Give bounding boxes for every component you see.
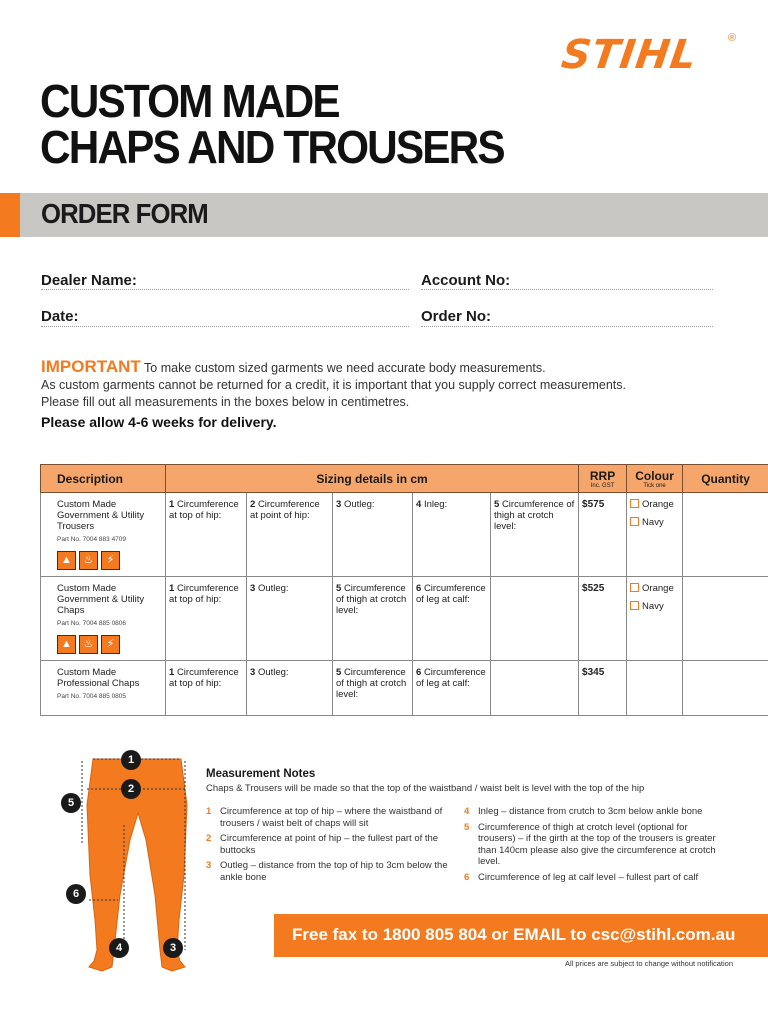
electrical-hazard-icon: ⚡ [101, 635, 120, 654]
marker-3: 3 [163, 938, 183, 958]
order-no-field[interactable] [421, 326, 713, 327]
row-description [41, 577, 166, 661]
header-description: Description [41, 465, 166, 493]
colour-option-orange[interactable]: Orange [630, 499, 679, 510]
measure-cell[interactable]: 5 Circumference of thigh at crotch level: [333, 577, 413, 661]
order-no-label: Order No: [421, 308, 492, 325]
date-label: Date: [41, 308, 79, 325]
measure-cell[interactable] [491, 577, 579, 661]
title-line-1: CUSTOM MADE [40, 75, 339, 127]
checkbox[interactable] [630, 517, 639, 526]
colour-cell [627, 661, 683, 716]
header-rrp [579, 465, 627, 493]
table-row [41, 577, 768, 661]
band-label: ORDER FORM [41, 198, 208, 229]
chainsaw-protection-icon: ▲ [57, 551, 76, 570]
marker-1: 1 [121, 750, 141, 770]
header-sizing: Sizing details in cm [166, 465, 579, 493]
quantity-cell[interactable] [683, 577, 768, 661]
table-row [41, 493, 768, 577]
delivery-note: Please allow 4-6 weeks for delivery. [41, 414, 277, 430]
flame-icon: ♨ [79, 551, 98, 570]
measure-cell[interactable]: 5 Circumference of thigh at crotch level: [333, 661, 413, 716]
important-heading: IMPORTANT [41, 357, 141, 376]
row-description [41, 493, 166, 577]
important-line-2: As custom garments cannot be returned for a credit, it is important that you supply correct measurements. [41, 378, 626, 392]
notes-right-column [464, 806, 724, 887]
measure-cell[interactable]: 1 Circumference at top of hip: [166, 493, 247, 577]
marker-5: 5 [61, 793, 81, 813]
measure-cell[interactable]: 2 Circumference at point of hip: [247, 493, 333, 577]
order-form-band [0, 193, 768, 237]
checkbox[interactable] [630, 499, 639, 508]
measure-cell[interactable]: 3 Outleg: [333, 493, 413, 577]
band-accent [0, 193, 20, 237]
title-line-2: CHAPS AND TROUSERS [40, 121, 504, 173]
note-item: 3 Outleg – distance from the top of hip to 3cm below the ankle bone [206, 860, 448, 883]
header-colour-note: Tick one [643, 482, 666, 489]
note-item: 4 Inleg – distance from crutch to 3cm below ankle bone [464, 806, 703, 817]
colour-cell [627, 493, 683, 577]
date-field[interactable] [41, 326, 409, 327]
price-cell: $345 [579, 661, 627, 716]
registered-mark: ® [728, 32, 737, 44]
colour-cell [627, 577, 683, 661]
note-item: 2 Circumference at point of hip – the fullest part of the buttocks [206, 833, 439, 856]
colour-option-navy[interactable]: Navy [630, 517, 679, 528]
measure-cell[interactable]: 1 Circumference at top of hip: [166, 661, 247, 716]
part-number: Part No. 7004 883 4709 [57, 536, 127, 543]
stihl-logo [558, 32, 742, 78]
product-name: Custom Made Government & Utility Chaps [57, 583, 145, 616]
measure-cell[interactable]: 4 Inleg: [413, 493, 491, 577]
header-rrp-label: RRP [589, 468, 616, 483]
measure-cell[interactable] [491, 661, 579, 716]
table-header-row [41, 465, 768, 493]
colour-option-orange[interactable]: Orange [630, 583, 679, 594]
product-name: Custom Made Government & Utility Trousers [57, 499, 145, 532]
measure-cell[interactable]: 3 Outleg: [247, 577, 333, 661]
order-table [40, 464, 768, 716]
measure-cell[interactable]: 1 Circumference at top of hip: [166, 577, 247, 661]
header-colour-label: Colour [635, 468, 674, 483]
logo-wordmark: STIHL [558, 32, 701, 78]
measure-cell[interactable]: 6 Circumference of leg at calf: [413, 661, 491, 716]
header-quantity: Quantity [683, 465, 768, 493]
dealer-name-label: Dealer Name: [41, 272, 137, 289]
marker-2: 2 [121, 779, 141, 799]
checkbox[interactable] [630, 601, 639, 610]
fax-email-banner [274, 914, 768, 957]
chainsaw-protection-icon: ▲ [57, 635, 76, 654]
measurement-notes [206, 768, 746, 887]
part-number: Part No. 7004 885 0805 [57, 693, 127, 700]
header-colour [627, 465, 683, 493]
electrical-hazard-icon: ⚡ [101, 551, 120, 570]
price-disclaimer: All prices are subject to change without notification [565, 959, 734, 968]
price-cell: $575 [579, 493, 627, 577]
part-number: Part No. 7004 885 0806 [57, 620, 127, 627]
flame-icon: ♨ [79, 635, 98, 654]
important-notice [41, 358, 731, 431]
notes-subheading: Chaps & Trousers will be made so that the top of the waistband / waist belt is level with the top of the hip [206, 783, 645, 794]
note-item: 1 Circumference at top of hip – where the waistband of trousers / waist belt of chaps will sit [206, 806, 443, 829]
safety-icons [57, 551, 162, 570]
marker-4: 4 [109, 938, 129, 958]
colour-option-navy[interactable]: Navy [630, 601, 679, 612]
measure-cell[interactable]: 6 Circumference of leg at calf: [413, 577, 491, 661]
measure-cell[interactable]: 5 Circumference of thigh at crotch level: [491, 493, 579, 577]
dealer-name-field[interactable] [41, 289, 409, 290]
account-no-field[interactable] [421, 289, 713, 290]
quantity-cell[interactable] [683, 661, 768, 716]
measure-cell[interactable]: 3 Outleg: [247, 661, 333, 716]
fax-email-text[interactable]: Free fax to 1800 805 804 or EMAIL to csc@stihl.com.au [292, 925, 736, 944]
header-rrp-note: Inc. GST [590, 482, 615, 489]
notes-heading: Measurement Notes [206, 768, 316, 780]
checkbox[interactable] [630, 583, 639, 592]
safety-icons [57, 635, 162, 654]
account-no-label: Account No: [421, 272, 511, 289]
marker-6: 6 [66, 884, 86, 904]
page-title [40, 75, 504, 173]
note-item: 5 Circumference of thigh at crotch level (optional for trousers) – if the girth at the top of the trousers is greater than 140cm please also give the circumference at crotch level. [464, 821, 716, 867]
quantity-cell[interactable] [683, 493, 768, 577]
measurement-figure [60, 745, 200, 990]
note-item: 6 Circumference of leg at calf level – fullest part of calf [464, 871, 699, 883]
product-name: Custom Made Professional Chaps [57, 667, 140, 689]
row-description [41, 661, 166, 716]
table-row [41, 661, 768, 716]
price-cell: $525 [579, 577, 627, 661]
important-line-1: To make custom sized garments we need accurate body measurements. [144, 361, 546, 375]
notes-left-column [206, 806, 464, 887]
important-line-3: Please fill out all measurements in the boxes below in centimetres. [41, 395, 410, 409]
